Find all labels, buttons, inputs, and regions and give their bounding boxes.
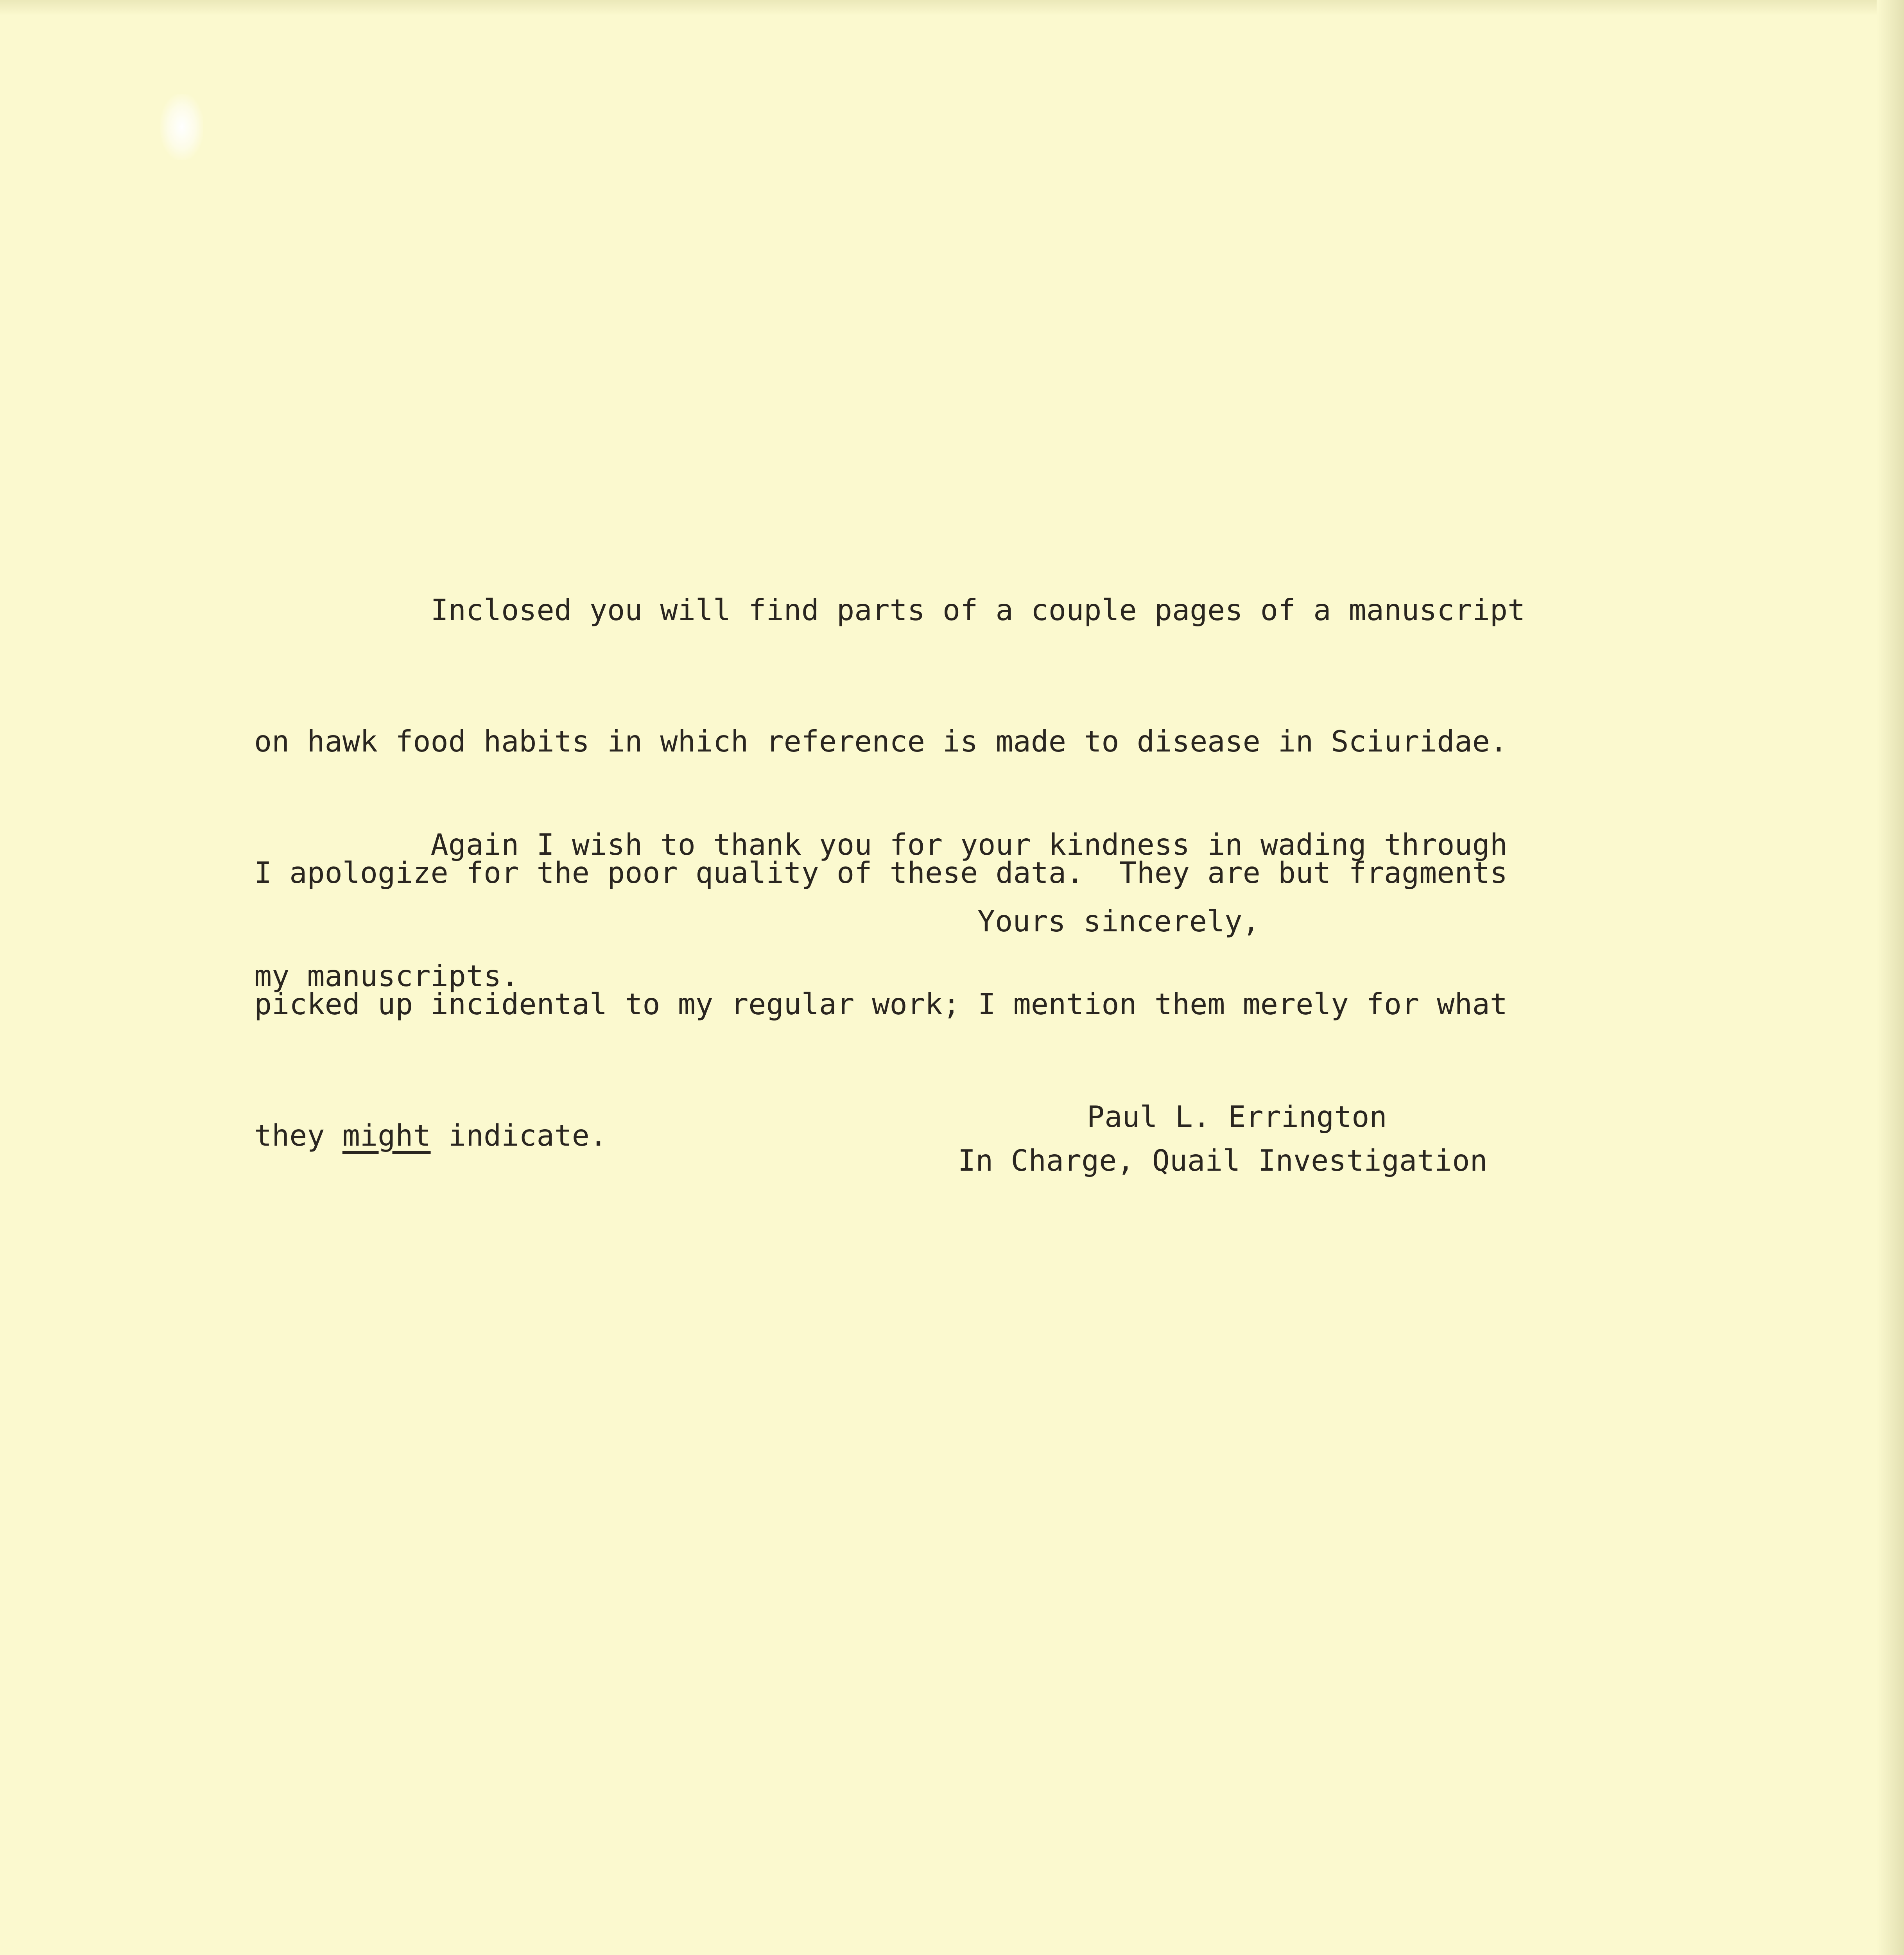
closing-salutation: Yours sincerely, [977, 904, 1260, 938]
signature-title: In Charge, Quail Investigation [958, 1143, 1488, 1178]
signature-name: Paul L. Errington [1087, 1099, 1387, 1134]
paper-tear-mark [160, 94, 203, 160]
paper-top-edge [0, 0, 1904, 16]
line-5-end: indicate. [430, 1118, 608, 1153]
body-paragraph-2 [254, 735, 1508, 1085]
underlined-word: might [342, 1118, 431, 1153]
paragraph-2-line-1: Again I wish to thank you for your kindness in wading through [254, 827, 1508, 862]
paragraph-1-line-3: I apologize for the poor quality of these data. They are but fragments [254, 856, 1508, 890]
paragraph-1-line-2: on hawk food habits in which reference is made to disease in Sciuridae. [254, 724, 1508, 759]
paragraph-1-line-4: picked up incidental to my regular work; I mention them merely for what [254, 987, 1508, 1021]
paper-right-edge [1877, 0, 1904, 1955]
paragraph-1-line-1: Inclosed you will find parts of a couple pages of a manuscript [254, 593, 1526, 627]
line-5-start: they [254, 1118, 342, 1153]
paragraph-2-line-2: my manuscripts. [254, 959, 519, 993]
